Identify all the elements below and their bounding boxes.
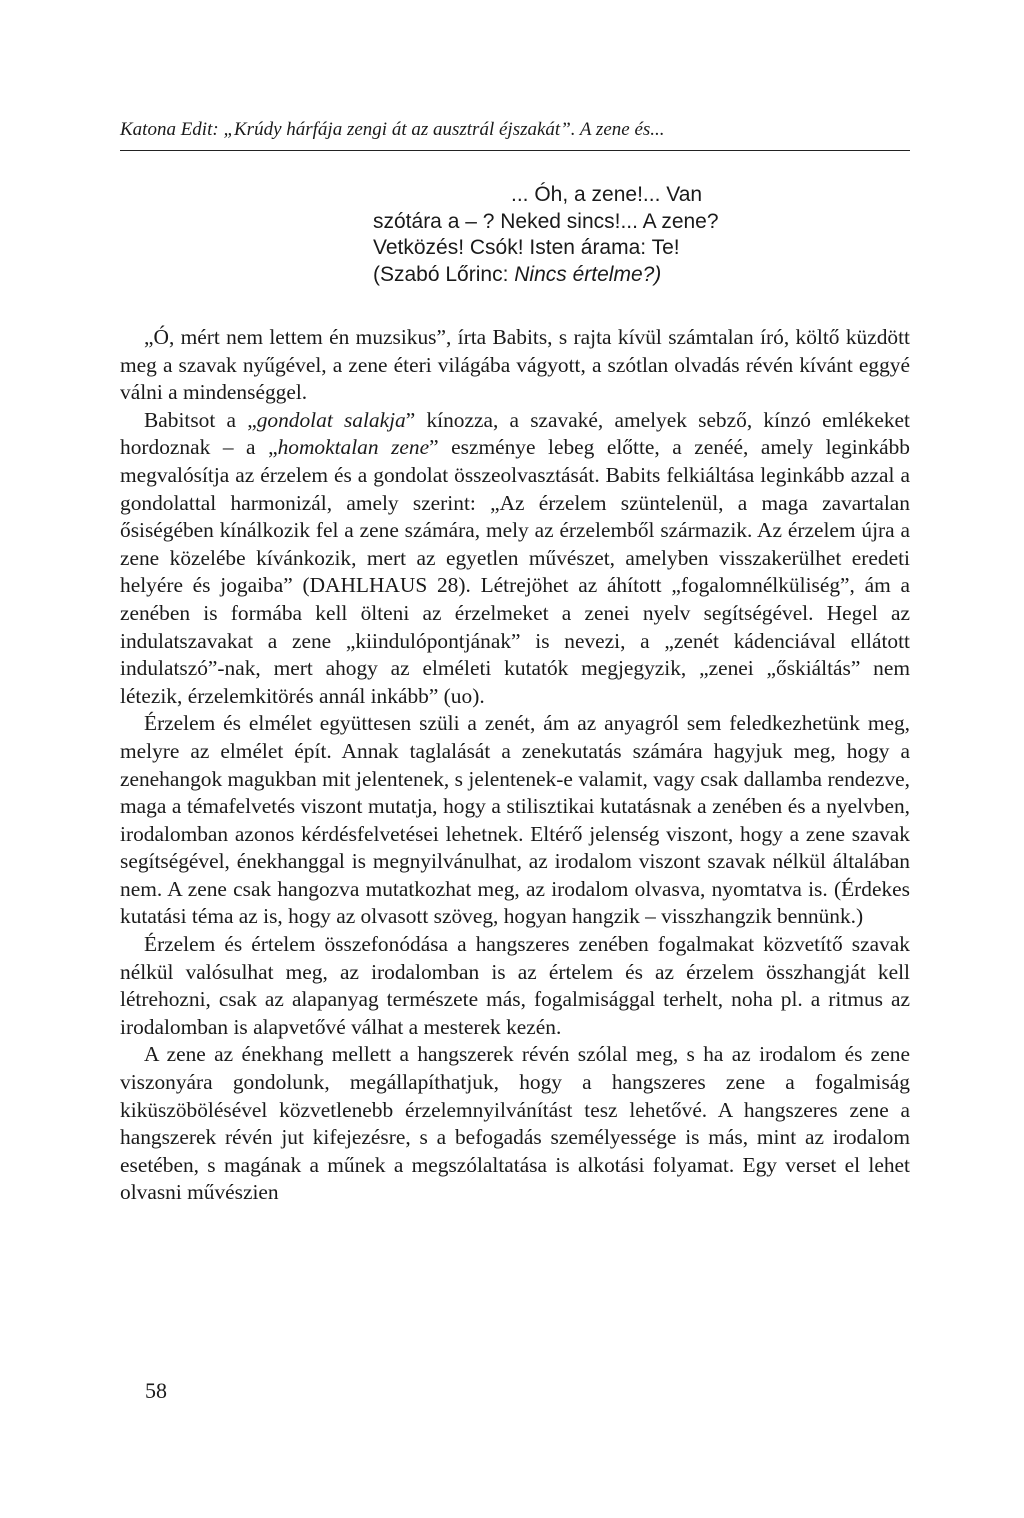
epigraph-line-2: szótára a – ? Neked sincs!... A zene? xyxy=(373,209,719,233)
epigraph-line-3: Vetközés! Csók! Isten árama: Te! xyxy=(373,236,680,259)
paragraph-2-part-c: ” eszménye lebeg előtte, a zenéé, amely leginkább megvalósítja az érzelem és a gondolat összeolvasztását. Babits felkiáltása leginkább azzal a gondolattal harmonizál, amely szerint: „Az érzelem szüntelenül, a maga zavartalan ősiségében kínálkozik fel a zene számára, mely az érzelemből származik. Az érzelem újra a zene közelébe kívánkozik, mert az egyetlen művészet, amelyben visszakerülhet eredeti helyére és jogaiba” (DAHLHAUS 28). Létrejöhet az áhított „fogalomnélküliség”, ám a zenében is formába kell ölteni az érzelmeket a zenei nyelv segítségével. Hegel az indulatszavakat a zene „kiindulópontjának” is nevezi, a „zenét kádenciával ellátott indulatszó”-nak, mert ahogy az elméleti kutatók megjegyzik, „zenei „őskiáltás” nem létezik, érzelemkitörés annál inkább” (uo). xyxy=(120,435,910,708)
epigraph xyxy=(373,182,793,288)
quote-homoktalan-zene: homoktalan zene xyxy=(277,435,430,460)
epigraph-line-1: ... Óh, a zene!... Van xyxy=(511,183,703,206)
quote-gondolat-salakja: gondolat salakja xyxy=(256,407,406,432)
paragraph-2-part-a: Babitsot a „ xyxy=(144,407,257,432)
paragraph-2 xyxy=(120,407,910,711)
paragraph-1: „Ó, mért nem lettem én muzsikus”, írta Babits, s rajta kívül számtalan író, költő küzdött meg a szavak nyűgével, a zene éteri világába vágyott, a szótlan olvadás révén kívánt eggyé válni a mindenséggel. xyxy=(120,325,910,405)
paragraph-3: Érzelem és elmélet együttesen szüli a zenét, ám az anyagról sem feledkezhetünk meg, melyre az elmélet épít. Annak taglalását a zenekutatás számára hagyjuk meg, hogy a zenehangok magukban mit jelentenek, s jelentenek-e valamit, vagy csak dallamba rendezve, maga a témafelvetés viszont mutatja, hogy a stilisztikai kutatásnak a zenében és a nyelvben, irodalomban azonos kérdésfelvetései lehetnek. Eltérő jelenség viszont, hogy a zene szavak segítségével, énekhanggal is megnyilvánulhat, az irodalom viszont szavak nélkül általában nem. A zene csak hangozva mutatkozhat meg, az irodalom olvasva, nyomtatva is. (Érdekes kutatási téma az is, hogy az olvasott szöveg, hogyan hangzik – visszhangzik bennünk.) xyxy=(120,711,910,929)
paragraph-4: Érzelem és értelem összefonódása a hangszeres zenében fogalmakat közvetítő szavak nélkül valósulhat meg, az irodalomban is az értelem és az érzelem összhangját kell létrehozni, csak az alapanyag természete más, fogalmisággal terhelt, noha pl. a ritmus az irodalomban is alapvetővé válhat a mesterek kezén. xyxy=(120,932,910,1039)
page-number: 58 xyxy=(145,1378,167,1403)
body-text xyxy=(120,324,910,1207)
epigraph-source-title: Nincs értelme?) xyxy=(514,262,662,286)
running-header: Katona Edit: „Krúdy hárfája zengi át az ausztrál éjszakát”. A zene és... xyxy=(120,119,665,140)
epigraph-source xyxy=(373,262,793,289)
header-rule xyxy=(120,150,910,151)
paragraph-5: A zene az énekhang mellett a hangszerek révén szólal meg, s ha az irodalom és zene viszonyára gondolunk, megállapíthatjuk, hogy a hangszeres zene a fogalmiság kiküszöbölésével közvetlenebb érzelemnyilvánítást tesz lehetővé. A hangszeres zene a hangszerek révén jut kifejezésre, s a befogadás személyessége is más, mint az irodalom esetében, s magának a műnek a megszólaltatása is alkotási folyamat. Egy verset el lehet olvasni művészien xyxy=(120,1042,910,1205)
paragraph-2-part-b: ” kínozza, a szavaké, amelyek sebző, kínzó emlékeket hordoznak – a „ xyxy=(120,407,910,460)
epigraph-source-author: (Szabó Lőrinc: xyxy=(373,262,515,286)
